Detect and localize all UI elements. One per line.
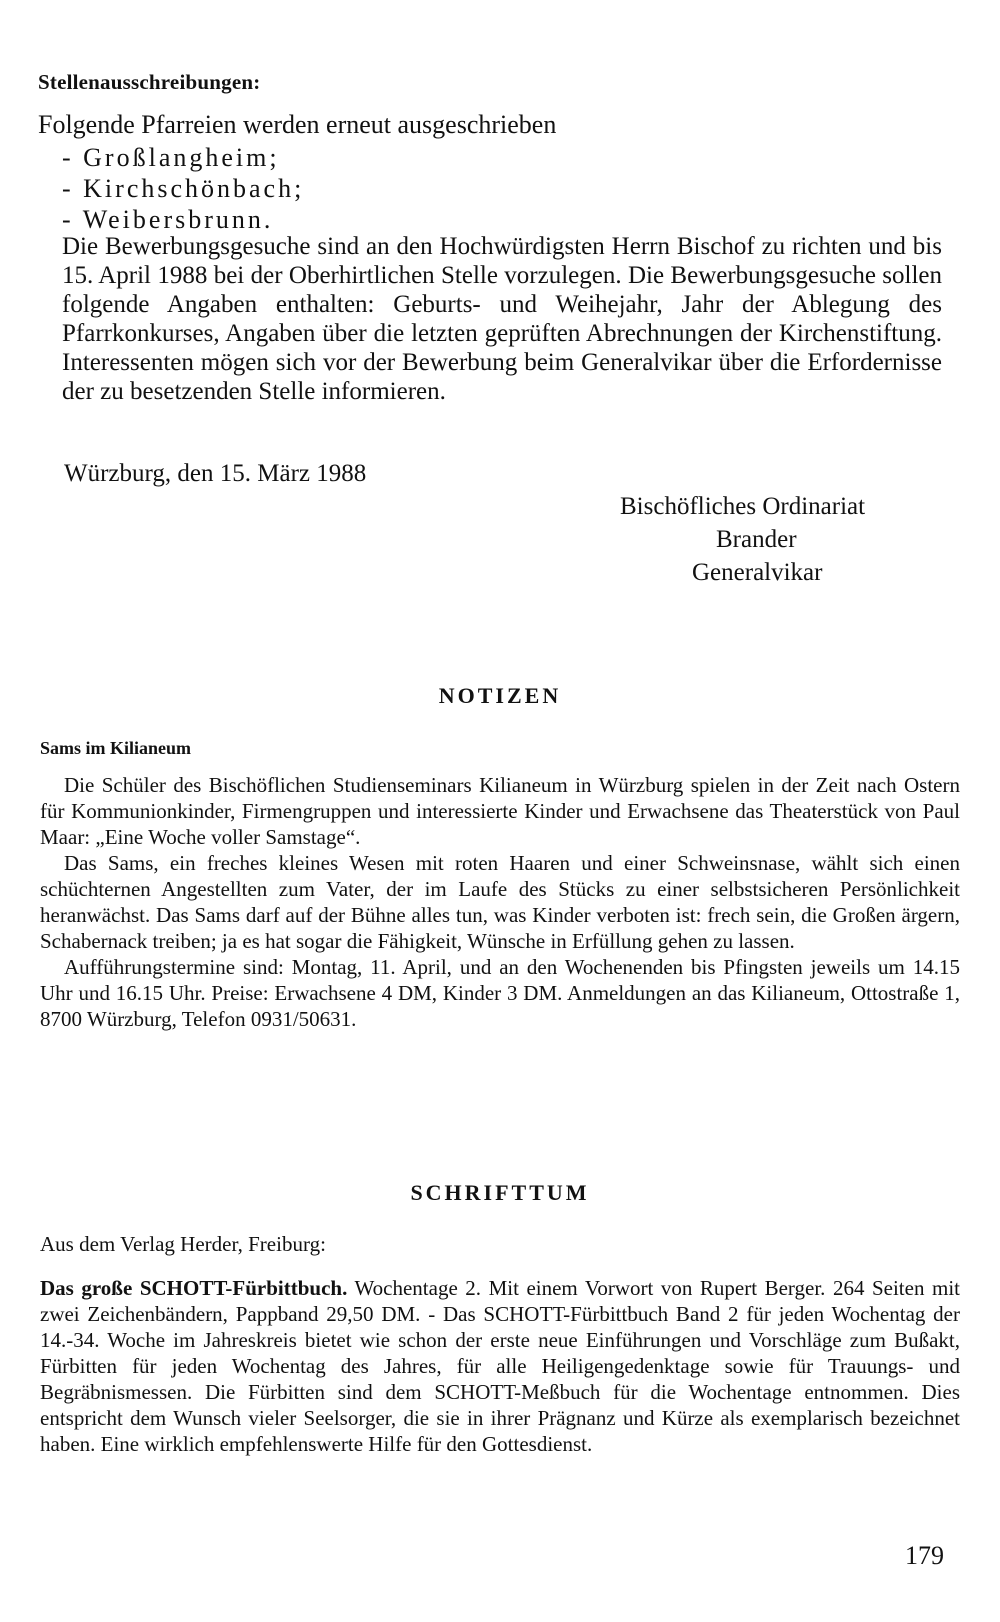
application-instructions: Die Bewerbungsgesuche sind an den Hochwürdigsten Herrn Bischof zu richten und bis 15. April 1988 bei der Oberhirtlichen Stelle vorzulegen. Die Bewerbungsgesuche sollen folgende Angaben enthalten: Geburts- und Weihejahr, Jahr der Ablegung des Pfarrkonkurses, Angaben über die letzten geprüften Abrechnungen der Kirchenstiftung. Interessenten mögen sich vor der Bewerbung beim Generalvikar über die Erfordernisse der zu besetzenden Stelle informieren. <box>62 233 942 405</box>
list-item: - Kirchschönbach; <box>62 174 305 203</box>
signature-name: Brander <box>716 526 797 553</box>
section-heading-notizen: NOTIZEN <box>438 683 562 708</box>
paragraph: Das Sams, ein freches kleines Wesen mit roten Haaren und einer Schweinsnase, wählt sich einen schüchternen Angestellten zum Vater, der im Laufe des Stücks zu einer selbstsicheren Persönlichkeit heranwächst. Das Sams darf auf der Bühne alles tun, was Kinder verboten ist: frech sein, die Großen ärgern, Schabernack treiben; ja es hat sogar die Fähigkeit, Wünsche in Erfüllung gehen zu lassen. <box>40 851 960 953</box>
article-body <box>40 772 960 1032</box>
page-number: 179 <box>905 1541 944 1570</box>
paragraph: Die Schüler des Bischöflichen Studienseminars Kilianeum in Würzburg spielen in der Zeit nach Ostern für Kommunionkinder, Firmengruppen und interessierte Kinder und Erwachsene das Theaterstück von Paul Maar: „Eine Woche voller Samstage“. <box>40 773 960 849</box>
intro-text: Folgende Pfarreien werden erneut ausgeschrieben <box>38 110 557 139</box>
signature-office: Bischöfliches Ordinariat <box>620 493 866 520</box>
paragraph: Aufführungstermine sind: Montag, 11. April, und an den Wochenenden bis Pfingsten jeweils um 14.15 Uhr und 16.15 Uhr. Preise: Erwachsene 4 DM, Kinder 3 DM. Anmeldungen an das Kilianeum, Ottostraße 1, 8700 Würzburg, Telefon 0931/50631. <box>40 955 960 1031</box>
book-description: Wochentage 2. Mit einem Vorwort von Rupert Berger. 264 Seiten mit zwei Zeichenbändern, Pappband 29,50 DM. - Das SCHOTT-Fürbittbuch Band 2 für jeden Wochentag der 14.-34. Woche im Jahreskreis bietet wie schon der erste neue Einführungen und Vorschläge zum Bußakt, Fürbitten für jeden Wochentag des Jahres, für alle Heiligengedenktage sowie für Trauungs- und Begräbnismessen. Die Fürbitten sind dem SCHOTT-Meßbuch für die Wochentage entnommen. Dies entspricht dem Wunsch vieler Seelsorger, die sie in ihrer Prägnanz und Kürze als exemplarisch bezeichnet haben. Eine wirklich empfehlenswerte Hilfe für den Gottesdienst. <box>40 1276 960 1456</box>
section-heading-schrifttum: SCHRIFTTUM <box>410 1180 590 1205</box>
signature-block <box>620 490 940 589</box>
list-item: - Großlangheim; <box>62 143 280 172</box>
article-title: Sams im Kilianeum <box>40 738 192 758</box>
place-date-line: Würzburg, den 15. März 1988 <box>64 460 367 487</box>
parish-list <box>62 142 304 235</box>
section-heading-stellenausschreibungen: Stellenausschreibungen: <box>38 70 261 94</box>
book-title: Das große SCHOTT-Fürbittbuch. <box>40 1276 348 1300</box>
book-review <box>40 1275 960 1457</box>
signature-title: Generalvikar <box>692 559 823 586</box>
publisher-line: Aus dem Verlag Herder, Freiburg: <box>40 1232 326 1256</box>
list-item: - Weibersbrunn. <box>62 205 274 234</box>
